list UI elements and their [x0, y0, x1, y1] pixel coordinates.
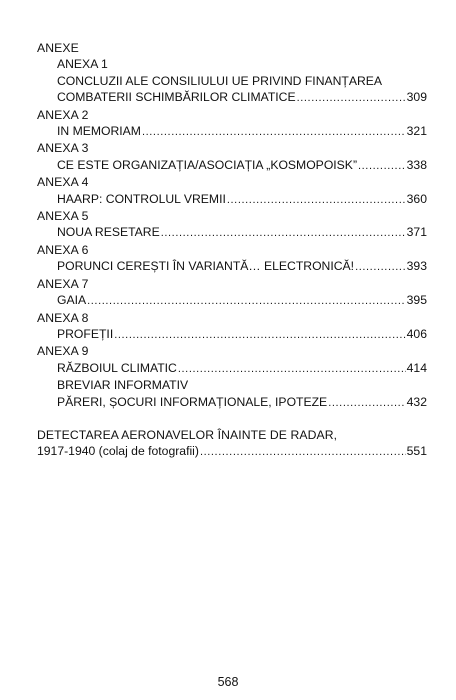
toc-entry-anexa-9-razboiul	[37, 360, 427, 377]
anexa-4-label: ANEXA 4	[37, 175, 89, 190]
toc-entry-anexa-4	[37, 191, 427, 208]
anexa-1-title-line2: COMBATERII SCHIMBĂRILOR CLIMATICE	[57, 90, 296, 105]
anexa-2-label: ANEXA 2	[37, 107, 89, 122]
anexa-5-label: ANEXA 5	[37, 209, 89, 224]
anexa-4-title: HAARP: CONTROLUL VREMII	[57, 191, 226, 206]
anexa-9-breviar-heading: BREVIAR INFORMATIV	[57, 378, 189, 393]
anexa-9-entry1-title: RĂZBOIUL CLIMATIC	[57, 360, 177, 375]
dot-leader	[87, 293, 406, 309]
toc-entry-anexa-8	[37, 326, 427, 343]
toc-entry-anexa-9-pareri	[37, 394, 427, 411]
toc-entry-anexa-2	[37, 123, 427, 140]
dot-leader	[358, 158, 406, 174]
page-number: 568	[217, 675, 239, 689]
toc-entry-detectare	[37, 443, 427, 460]
toc-entry-anexa-6	[37, 258, 427, 275]
toc-entry-anexa-3	[37, 157, 427, 174]
anexa-9-entry1-page: 414	[406, 360, 427, 375]
anexa-5-page: 371	[406, 225, 427, 240]
anexa-6-page: 393	[406, 259, 427, 274]
anexa-1-label: ANEXA 1	[57, 57, 108, 72]
anexa-2-page: 321	[406, 124, 427, 139]
anexa-7-page: 395	[406, 293, 427, 308]
anexa-9-entry2-title: PĂRERI, ȘOCURI INFORMAȚIONALE, IPOTEZE	[57, 394, 328, 409]
detectare-title-line1: DETECTAREA AERONAVELOR ÎNAINTE DE RADAR,	[37, 427, 338, 442]
anexa-7-title: GAIA	[57, 293, 87, 308]
anexa-7-label: ANEXA 7	[37, 276, 89, 291]
section-spacer	[37, 411, 427, 427]
anexa-2-title: IN MEMORIAM	[57, 124, 141, 139]
anexa-1-title-line1: CONCLUZII ALE CONSILIULUI UE PRIVIND FINANȚAREA	[57, 73, 383, 88]
anexa-5-title: NOUA RESETARE	[57, 225, 160, 240]
toc-entry-anexa-5	[37, 224, 427, 241]
dot-leader	[355, 259, 406, 275]
dot-leader	[161, 225, 406, 241]
dot-leader	[227, 192, 406, 208]
toc-entry-anexa-1	[37, 89, 427, 106]
anexa-6-label: ANEXA 6	[37, 242, 89, 257]
toc-entry-anexa-7	[37, 292, 427, 309]
anexa-3-label: ANEXA 3	[37, 141, 89, 156]
anexa-8-label: ANEXA 8	[37, 310, 89, 325]
dot-leader	[178, 361, 406, 377]
detectare-title-line2: 1917-1940 (colaj de fotografii)	[37, 444, 199, 459]
anexa-3-page: 338	[406, 157, 427, 172]
anexa-8-page: 406	[406, 326, 427, 341]
anexe-heading: ANEXE	[37, 41, 79, 55]
anexa-4-page: 360	[406, 191, 427, 206]
dot-leader	[114, 327, 405, 343]
anexa-1-page: 309	[406, 90, 427, 105]
anexa-3-title: CE ESTE ORGANIZAȚIA/ASOCIAȚIA „KOSMOPOISK”	[57, 157, 357, 172]
anexa-9-entry2-page: 432	[406, 394, 427, 409]
detectare-page: 551	[406, 444, 427, 459]
dot-leader	[328, 395, 405, 411]
anexa-6-title: PORUNCI CEREȘTI ÎN VARIANTĂ… ELECTRONICĂ!	[57, 259, 355, 274]
dot-leader	[142, 124, 406, 140]
dot-leader	[200, 444, 406, 460]
dot-leader	[297, 90, 406, 106]
anexa-9-label: ANEXA 9	[37, 344, 89, 359]
table-of-contents	[37, 40, 427, 461]
anexa-8-title: PROFEȚII	[57, 326, 114, 341]
